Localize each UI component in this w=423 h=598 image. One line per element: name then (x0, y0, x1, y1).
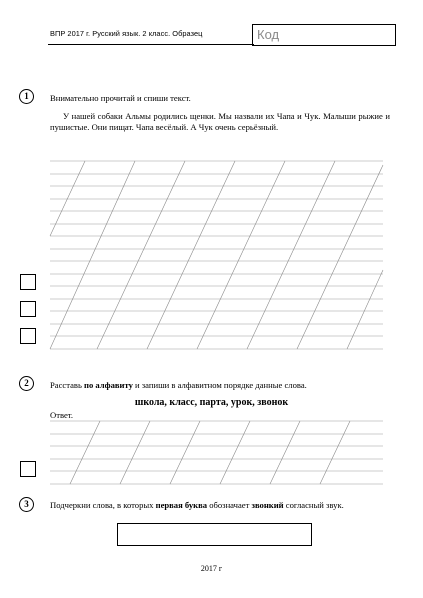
task2-check-box[interactable] (20, 461, 36, 477)
task2-slant-lines (70, 421, 350, 484)
task-number-2: 2 (19, 376, 34, 391)
task2-instruction-bold: по алфавиту (84, 380, 133, 390)
footer-year: 2017 г (200, 564, 223, 573)
task3-part3: согласный звук. (283, 500, 344, 510)
task1-text: У нашей собаки Альмы родились щенки. Мы назвали их Чапа и Чук. Малыши рыжие и пушистые. Они пищат. Чапа весёлый. А Чук очень серьёзный. (50, 111, 390, 133)
task2-instruction-post: и запиши в алфавитном порядке данные слова. (132, 380, 307, 390)
header-title: ВПР 2017 г. Русский язык. 2 класс. Образец (50, 29, 203, 38)
task-number-3: 3 (19, 497, 34, 512)
task2-words: школа, класс, парта, урок, звонок (134, 397, 289, 408)
task2-instruction-pre: Расставь (50, 380, 85, 390)
task2-answer-label: Ответ. (50, 410, 74, 420)
task3-instruction (50, 500, 390, 511)
task2-horizontal-lines (50, 421, 383, 484)
task3-answer-box[interactable] (117, 523, 312, 546)
task3-bold1: первая буква (155, 500, 208, 510)
task1-instruction: Внимательно прочитай и спиши текст. (50, 93, 191, 103)
code-label: Код (257, 27, 280, 42)
task-number-1: 1 (19, 89, 34, 104)
task3-part1: Подчеркни слова, в которых (50, 500, 156, 510)
task3-bold2: звонкий (251, 500, 284, 510)
task3-part2: обозначает (207, 500, 252, 510)
